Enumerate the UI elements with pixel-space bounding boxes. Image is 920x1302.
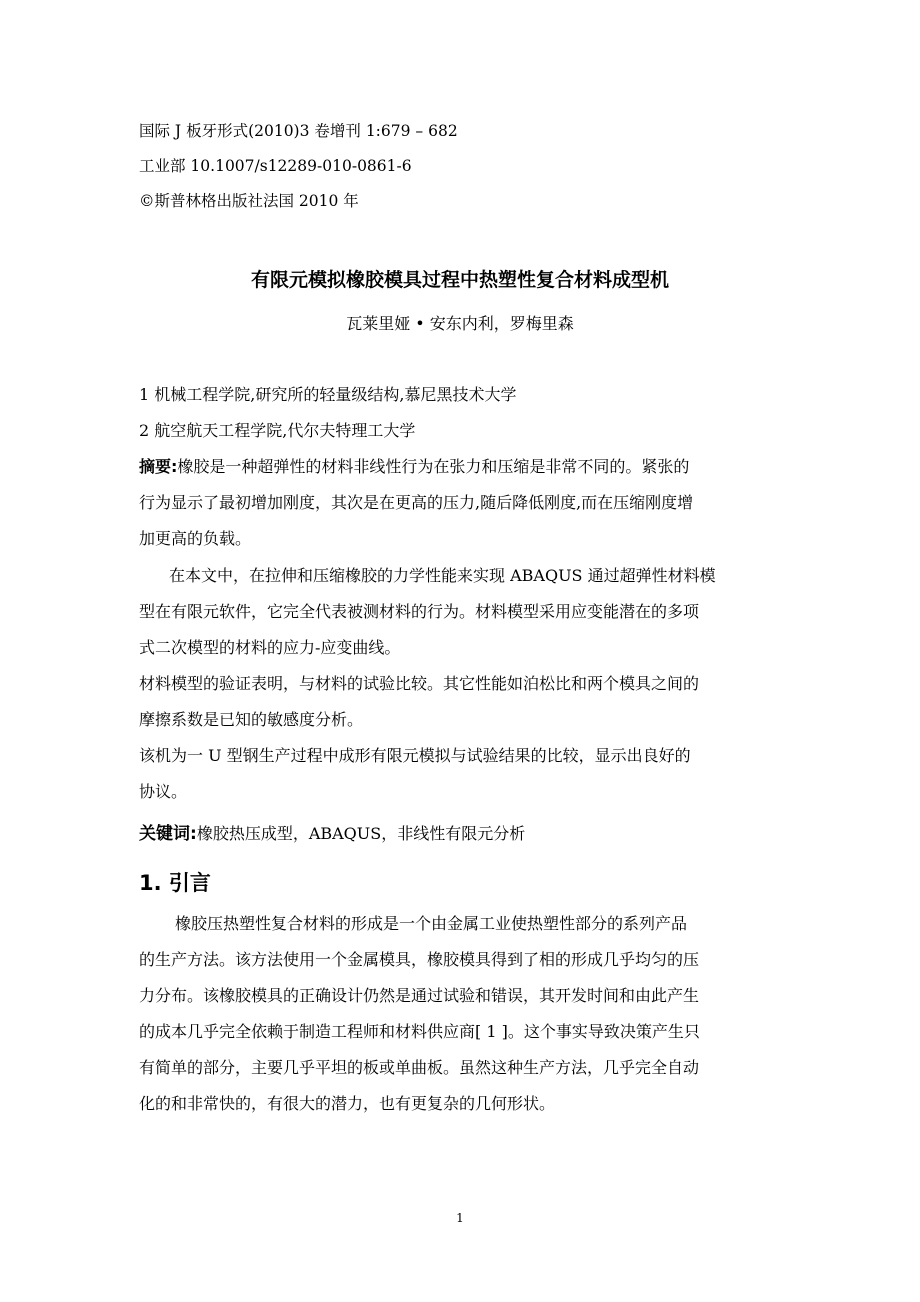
abstract-label: 摘要: — [139, 457, 178, 476]
doi-line: 工业部 10.1007/s12289-010-0861-6 — [139, 157, 412, 175]
keywords-text: 橡胶热压成型，ABAQUS，非线性有限元分析 — [196, 824, 526, 843]
abstract-line: 型在有限元软件，它完全代表被测材料的行为。材料模型采用应变能潜在的多项 — [139, 602, 700, 621]
paper-title: 有限元模拟橡胶模具过程中热塑性复合材料成型机 — [250, 269, 669, 291]
body-line: 橡胶压热塑性复合材料的形成是一个由金属工业使热塑性部分的系列产品 — [175, 914, 688, 933]
abstract-line: 式二次模型的材料的应力-应变曲线。 — [139, 638, 401, 657]
authors: 瓦莱里娅 • 安东内利，罗梅里森 — [346, 314, 574, 333]
abstract-text: 橡胶是一种超弹性的材料非线性行为在张力和压缩是非常不同的。紧张的 — [177, 457, 690, 476]
abstract-line: 行为显示了最初增加刚度，其次是在更高的压力,随后降低刚度,而在压缩刚度增 — [139, 493, 694, 512]
affiliation-1: 1 机械工程学院,研究所的轻量级结构,慕尼黑技术大学 — [139, 385, 517, 404]
abstract-line: 在本文中，在拉伸和压缩橡胶的力学性能来实现 ABAQUS 通过超弹性材料模 — [169, 566, 716, 585]
citation-line: 国际 J 板牙形式(2010)3 卷增刊 1:679 – 682 — [139, 122, 458, 140]
body-line: 有简单的部分，主要几乎平坦的板或单曲板。虽然这种生产方法，几乎完全自动 — [139, 1058, 700, 1077]
affiliation-2: 2 航空航天工程学院,代尔夫特理工大学 — [139, 421, 416, 440]
keywords-line — [139, 824, 525, 844]
body-line: 的成本几乎完全依赖于制造工程师和材料供应商[ 1 ]。这个事实导致决策产生只 — [139, 1022, 700, 1041]
keywords-label: 关键词: — [139, 824, 197, 844]
body-line: 力分布。该橡胶模具的正确设计仍然是通过试验和错误，其开发时间和由此产生 — [139, 986, 700, 1005]
copyright-line: ©斯普林格出版社法国 2010 年 — [139, 192, 359, 210]
abstract-line: 加更高的负载。 — [139, 529, 252, 548]
body-line: 的生产方法。该方法使用一个金属模具，橡胶模具得到了相的形成几乎均匀的压 — [139, 950, 700, 969]
abstract-line — [139, 457, 689, 477]
section-heading: 1. 引言 — [139, 871, 211, 895]
abstract-line: 该机为一 U 型钢生产过程中成形有限元模拟与试验结果的比较，显示出良好的 — [139, 746, 691, 765]
body-line: 化的和非常快的，有很大的潜力，也有更复杂的几何形状。 — [139, 1094, 556, 1113]
abstract-line: 材料模型的验证表明，与材料的试验比较。其它性能如泊松比和两个模具之间的 — [139, 674, 700, 693]
abstract-line: 协议。 — [139, 782, 188, 801]
abstract-line: 摩擦系数是已知的敏感度分析。 — [139, 710, 364, 729]
page-number: 1 — [456, 1211, 464, 1225]
